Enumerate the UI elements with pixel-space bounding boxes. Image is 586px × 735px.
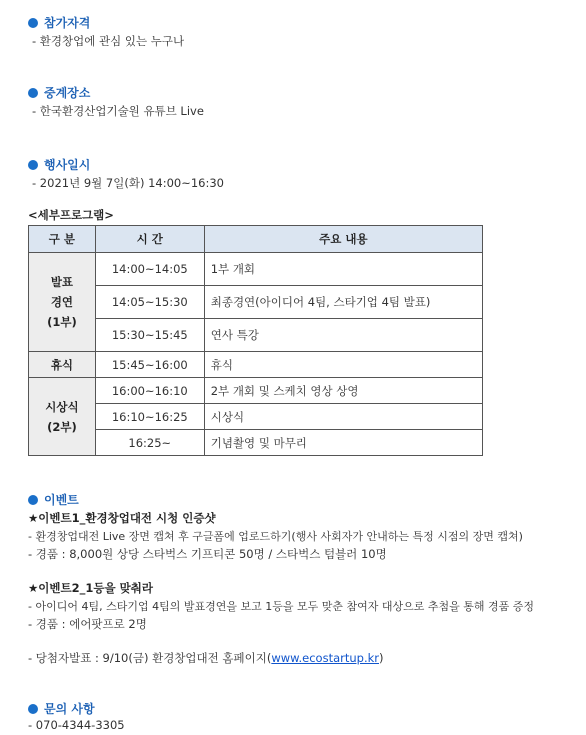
desc-cell: 시상식 — [204, 404, 482, 430]
desc-cell: 휴식 — [204, 352, 482, 378]
group-award: 시상식 (2부) — [29, 378, 96, 456]
bullet-icon — [28, 704, 38, 714]
event2-line2: - 경품 : 에어팟프로 2명 — [28, 617, 147, 631]
homepage-link[interactable]: www.ecostartup.kr — [271, 651, 379, 665]
table-header-row — [29, 226, 483, 253]
eligibility-heading-label: 참가자격 — [44, 16, 91, 30]
header-content: 주요 내용 — [204, 226, 482, 253]
datetime-heading-label: 행사일시 — [44, 158, 91, 172]
time-cell: 16:10~16:25 — [95, 404, 204, 430]
schedule-table — [28, 225, 483, 456]
header-time: 시 간 — [95, 226, 204, 253]
time-cell: 16:25~ — [95, 430, 204, 456]
table-row — [29, 430, 483, 456]
table-row — [29, 286, 483, 319]
table-row — [29, 404, 483, 430]
table-row — [29, 378, 483, 404]
bullet-icon — [28, 160, 38, 170]
winner-suffix: ) — [379, 651, 384, 665]
desc-cell: 연사 특강 — [204, 319, 482, 352]
eligibility-heading — [28, 14, 90, 31]
venue-text: - 한국환경산업기술원 유튜브 Live — [32, 104, 204, 118]
event1-title: ★이벤트1_환경창업대전 시청 인증샷 — [28, 511, 216, 525]
table-row — [29, 253, 483, 286]
event1-line1: - 환경창업대전 Live 장면 캡쳐 후 구글폼에 업로드하기(행사 사회자가 안내하는 특정 시점의 장면 캡쳐) — [28, 530, 523, 543]
contact-text: - 070-4344-3305 — [28, 718, 125, 732]
winner-announcement — [28, 650, 384, 666]
time-cell: 14:05~15:30 — [95, 286, 204, 319]
event1-line2: - 경품 : 8,000원 상당 스타벅스 기프티콘 50명 / 스타벅스 텀블러 10명 — [28, 547, 387, 561]
event2-title: ★이벤트2_1등을 맞춰라 — [28, 581, 153, 595]
datetime-heading — [28, 156, 90, 173]
desc-cell: 2부 개회 및 스케치 영상 상영 — [204, 378, 482, 404]
time-cell: 15:30~15:45 — [95, 319, 204, 352]
datetime-text: - 2021년 9월 7일(화) 14:00~16:30 — [32, 176, 224, 190]
time-cell: 16:00~16:10 — [95, 378, 204, 404]
event2-line1: - 아이디어 4팀, 스타기업 4팀의 발표경연을 보고 1등을 모두 맞춘 참여자 대상으로 추첨을 통해 경품 증정 — [28, 600, 534, 613]
event-heading-label: 이벤트 — [44, 493, 79, 507]
desc-cell: 기념촬영 및 마무리 — [204, 430, 482, 456]
time-cell: 15:45~16:00 — [95, 352, 204, 378]
group-presentation: 발표 경연 (1부) — [29, 253, 96, 352]
group-break: 휴식 — [29, 352, 96, 378]
header-category: 구 분 — [29, 226, 96, 253]
table-row — [29, 319, 483, 352]
contact-heading-label: 문의 사항 — [44, 702, 95, 716]
contact-heading — [28, 700, 95, 717]
venue-heading — [28, 84, 90, 101]
bullet-icon — [28, 18, 38, 28]
bullet-icon — [28, 495, 38, 505]
program-title: <세부프로그램> — [28, 208, 114, 222]
desc-cell: 최종경연(아이디어 4팀, 스타기업 4팀 발표) — [204, 286, 482, 319]
winner-prefix: - 당첨자발표 : 9/10(금) 환경창업대전 홈페이지( — [28, 651, 272, 665]
time-cell: 14:00~14:05 — [95, 253, 204, 286]
bullet-icon — [28, 88, 38, 98]
table-row — [29, 352, 483, 378]
venue-heading-label: 중계장소 — [44, 86, 91, 100]
event-heading — [28, 491, 79, 508]
eligibility-text: - 환경창업에 관심 있는 누구나 — [32, 34, 185, 48]
desc-cell: 1부 개회 — [204, 253, 482, 286]
